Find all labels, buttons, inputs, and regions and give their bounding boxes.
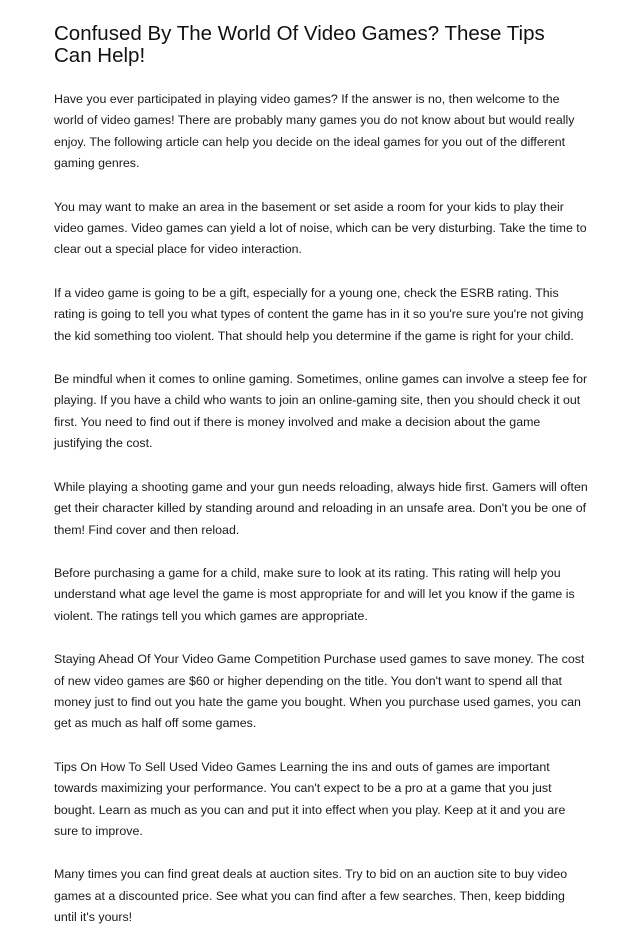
paragraph-5: While playing a shooting game and your gun needs reloading, always hide first. Gamers will often get their character killed by standing around and reloading in an unsafe area. Don't you be one of them! Find cover and then reload. (54, 479, 588, 537)
document-title: Confused By The World Of Video Games? These Tips Can Help! (54, 22, 545, 67)
document-page (54, 23, 588, 951)
paragraph-9: Many times you can find great deals at auction sites. Try to bid on an auction site to buy video games at a discounted price. See what you can find after a few searches. Then, keep bidding until it's yours! (54, 867, 568, 925)
paragraph-4: Be mindful when it comes to online gaming. Sometimes, online games can involve a steep fee for playing. If you have a child who wants to join an online-gaming site, then you should check it out first. You need to find out if there is money involved and make a decision about the game justifying the cost. (54, 372, 588, 451)
paragraph-6: Before purchasing a game for a child, make sure to look at its rating. This rating will help you understand what age level the game is most appropriate for and will let you know if the game is violent. The ratings tell you which games are appropriate. (54, 565, 575, 623)
paragraph-7: Staying Ahead Of Your Video Game Competition Purchase used games to save money. The cost of new video games are $60 or higher depending on the title. You don't want to spend all that money just to find out you hate the game you bought. When you purchase used games, you can get as much as half off some games. (54, 652, 585, 731)
paragraph-2: You may want to make an area in the basement or set aside a room for your kids to play their video games. Video games can yield a lot of noise, which can be very disturbing. Take the time to clear out a special place for video interaction. (54, 199, 587, 257)
paragraph-8: Tips On How To Sell Used Video Games Learning the ins and outs of games are important towards maximizing your performance. You can't expect to be a pro at a game that you just bought. Learn as much as you can and put it into effect when you play. Keep at it and you are sure to improve. (54, 759, 566, 838)
paragraph-1: Have you ever participated in playing video games? If the answer is no, then welcome to the world of video games! There are probably many games you do not know about but would really enjoy. The following article can help you decide on the ideal games for you out of the different gaming genres. (54, 92, 575, 171)
paragraph-3: If a video game is going to be a gift, especially for a young one, check the ESRB rating. This rating is going to tell you what types of content the game has in it so you're sure you're not giving the kid something too violent. That should help you determine if the game is right for your child. (54, 285, 584, 343)
